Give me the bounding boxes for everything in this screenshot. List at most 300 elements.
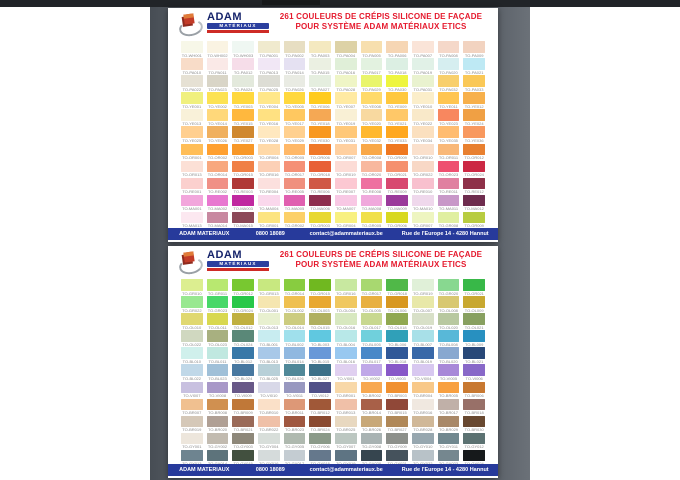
color-code-label: TO-VI004 (414, 375, 432, 381)
color-swatch (361, 195, 383, 207)
color-swatch-cell (232, 195, 254, 212)
color-code-label: TO-MA006 (310, 206, 330, 212)
footer-email[interactable]: contact@adammateriaux.be (309, 467, 383, 473)
title-line-1: 261 COULEURS DE CRÉPIS SILICONE DE FAÇADE (279, 12, 483, 21)
color-swatch-cell (438, 364, 460, 381)
color-swatch (284, 279, 306, 291)
color-swatch-cell (438, 382, 460, 399)
color-swatch (232, 41, 254, 53)
color-code-label: TO-YE035 (439, 137, 458, 143)
color-code-label: TO-BL012 (233, 358, 253, 364)
color-swatch-cell (412, 279, 434, 296)
color-code-label: TO-RE006 (310, 189, 330, 195)
color-swatch (386, 109, 408, 121)
color-code-label: TO-BR004 (413, 393, 433, 399)
color-swatch-cell (309, 347, 331, 364)
color-code-label: TO-OL024 (233, 341, 253, 347)
color-swatch (438, 313, 460, 325)
color-code-label: TO-OR017 (284, 172, 305, 178)
color-swatch-cell (207, 399, 229, 416)
color-swatch (463, 75, 485, 87)
color-swatch-cell (207, 92, 229, 109)
color-code-label: TO-BR012 (310, 410, 330, 416)
color-swatch (232, 126, 254, 138)
color-swatch-cell (463, 144, 485, 161)
color-swatch-cell (463, 347, 485, 364)
color-swatch-cell (258, 364, 280, 381)
color-swatch (386, 75, 408, 87)
brand-subtitle: MATÉRIAUX (207, 261, 269, 267)
color-swatch-cell (284, 109, 306, 126)
footer-phone: 0800 18089 (255, 231, 285, 237)
color-swatch (284, 126, 306, 138)
color-swatch-cell (309, 364, 331, 381)
color-swatch (232, 313, 254, 325)
color-swatch (335, 195, 357, 207)
color-swatch (207, 178, 229, 190)
color-swatch (438, 279, 460, 291)
color-code-label: TO-YE017 (285, 120, 304, 126)
color-swatch (386, 92, 408, 104)
color-code-label: TO-GY004 (259, 444, 279, 450)
color-code-label: TO-BL015 (310, 358, 330, 364)
color-swatch (361, 399, 383, 411)
color-swatch-cell (412, 212, 434, 229)
color-swatch-cell (335, 279, 357, 296)
color-swatch (361, 433, 383, 445)
color-swatch (386, 144, 408, 156)
color-swatch-cell (412, 416, 434, 433)
color-swatch-cell (284, 364, 306, 381)
color-swatch (335, 178, 357, 190)
color-code-label: TO-PA008 (439, 52, 458, 58)
color-swatch (232, 144, 254, 156)
color-code-label: TO-MA004 (259, 206, 279, 212)
color-swatch (335, 296, 357, 308)
color-swatch (386, 58, 408, 70)
color-code-label: TO-YE015 (233, 120, 253, 126)
color-swatch (258, 313, 280, 325)
adam-materiaux-logo (178, 250, 269, 272)
color-swatch-cell (309, 75, 331, 92)
color-swatch-cell (463, 161, 485, 178)
color-swatch (335, 75, 357, 87)
color-code-label: TO-YE033 (387, 137, 407, 143)
color-swatch-cell (335, 330, 357, 347)
color-code-label: TO-BR005 (438, 393, 459, 399)
color-swatch (438, 364, 460, 376)
color-code-label: TO-GR015 (310, 290, 330, 296)
color-swatch (181, 399, 203, 411)
color-swatch-cell (361, 382, 383, 399)
color-code-label: TO-YE032 (362, 137, 381, 143)
color-code-label: TO-MA013 (182, 223, 202, 229)
color-swatch-cell (284, 126, 306, 143)
color-code-label: TO-BR010 (259, 410, 279, 416)
color-swatch-cell (207, 364, 229, 381)
color-code-label: TO-GY008 (361, 444, 382, 450)
color-swatch (361, 296, 383, 308)
color-swatch-cell (335, 109, 357, 126)
color-swatch-cell (463, 433, 485, 450)
color-swatch-cell (284, 433, 306, 450)
color-swatch-cell (335, 433, 357, 450)
color-swatch-cell (284, 279, 306, 296)
color-code-label: TO-OL016 (336, 324, 356, 330)
color-swatch-cell (258, 433, 280, 450)
color-code-label: TO-WH003 (233, 52, 254, 58)
color-code-label: TO-GR004 (336, 223, 356, 229)
color-swatch (386, 330, 408, 342)
title-line-2: POUR SYSTÈME ADAM MATÉRIAUX ETICS (295, 260, 467, 269)
color-swatch (207, 433, 229, 445)
color-code-label: TO-RE004 (259, 189, 279, 195)
color-swatch-cell (438, 399, 460, 416)
color-code-label: TO-PA010 (182, 69, 202, 75)
color-swatch (309, 347, 331, 359)
color-code-label: TO-GR001 (259, 223, 279, 229)
color-swatch (412, 399, 434, 411)
color-swatch (309, 313, 331, 325)
color-swatch-cell (438, 195, 460, 212)
color-swatch (207, 126, 229, 138)
color-swatch-cell (361, 433, 383, 450)
document-title (268, 250, 494, 270)
color-code-label: TO-RE007 (336, 189, 356, 195)
color-code-label: TO-GR011 (207, 290, 228, 296)
color-swatch-cell (412, 296, 434, 313)
color-swatch (232, 416, 254, 428)
color-swatch (309, 364, 331, 376)
color-swatch-cell (309, 416, 331, 433)
color-swatch-cell (463, 58, 485, 75)
color-code-label: TO-OL004 (336, 307, 356, 313)
color-code-label: TO-YE012 (464, 103, 484, 109)
color-swatch-cell (386, 313, 408, 330)
color-swatch-cell (309, 399, 331, 416)
color-swatch-cell (309, 41, 331, 58)
color-swatch-cell (232, 313, 254, 330)
color-swatch-cell (361, 195, 383, 212)
color-code-label: TO-PA020 (439, 69, 458, 75)
color-swatch (207, 382, 229, 394)
color-swatch (412, 416, 434, 428)
page-header (168, 246, 498, 279)
color-code-label: TO-VI002 (362, 375, 381, 381)
color-swatch (361, 144, 383, 156)
color-swatch-cell (463, 382, 485, 399)
color-swatch-cell (207, 126, 229, 143)
color-swatch-cell (258, 212, 280, 229)
title-line-1: 261 COULEURS DE CRÉPIS SILICONE DE FAÇADE (279, 250, 483, 259)
color-swatch (412, 330, 434, 342)
color-code-label: TO-BL020 (439, 358, 458, 364)
color-swatch (232, 279, 254, 291)
viewer-top-bar (0, 0, 680, 7)
color-swatch-cell (438, 296, 460, 313)
color-code-label: TO-OL023 (208, 341, 227, 347)
color-code-label: TO-BL009 (464, 341, 484, 347)
color-code-label: TO-BL025 (259, 375, 279, 381)
color-code-label: TO-BR029 (438, 427, 459, 433)
color-code-label: TO-OR009 (387, 155, 407, 161)
color-swatch (309, 92, 331, 104)
color-swatch (258, 416, 280, 428)
color-swatch (438, 41, 460, 53)
color-swatch-cell (232, 58, 254, 75)
color-swatch-cell (335, 416, 357, 433)
color-code-label: TO-BL021 (464, 358, 484, 364)
color-code-label: TO-OR005 (284, 155, 305, 161)
color-code-label: TO-PA033 (464, 86, 484, 92)
color-swatch (258, 109, 280, 121)
color-swatch-cell (412, 399, 434, 416)
color-swatch (361, 382, 383, 394)
color-swatch (412, 75, 434, 87)
color-swatch-cell (335, 382, 357, 399)
color-code-label: TO-MA002 (207, 206, 228, 212)
color-swatch-cell (361, 75, 383, 92)
color-swatch (412, 347, 434, 359)
color-swatch-cell (309, 58, 331, 75)
color-swatch (284, 330, 306, 342)
color-swatch (361, 178, 383, 190)
color-code-label: TO-GR013 (259, 290, 279, 296)
color-code-label: TO-PA006 (387, 52, 407, 58)
color-swatch-cell (258, 41, 280, 58)
color-swatch (258, 296, 280, 308)
color-code-label: TO-OR019 (336, 172, 356, 178)
color-code-label: TO-OR003 (233, 155, 253, 161)
color-code-label: TO-BR017 (438, 410, 459, 416)
color-code-label: TO-YE008 (362, 103, 381, 109)
color-code-label: TO-YE025 (182, 137, 202, 143)
color-swatch-cell (309, 195, 331, 212)
color-code-label: TO-OR021 (387, 172, 407, 178)
color-swatch (207, 347, 229, 359)
color-swatch (463, 195, 485, 207)
color-swatch-cell (232, 330, 254, 347)
color-swatch-cell (463, 195, 485, 212)
color-swatch (207, 364, 229, 376)
color-swatch-cell (309, 126, 331, 143)
color-swatch (207, 296, 229, 308)
color-code-label: TO-YE016 (259, 120, 279, 126)
color-swatch-cell (361, 279, 383, 296)
color-swatch (438, 161, 460, 173)
color-swatch-cell (207, 382, 229, 399)
color-swatch-cell (463, 296, 485, 313)
color-swatch (386, 382, 408, 394)
color-swatch (412, 364, 434, 376)
color-swatch (438, 347, 460, 359)
color-code-label: TO-BR011 (285, 410, 304, 416)
pdf-viewer-panel[interactable] (150, 7, 530, 480)
color-swatch (284, 433, 306, 445)
color-swatch (284, 92, 306, 104)
color-swatch-cell (284, 41, 306, 58)
color-swatch-cell (207, 161, 229, 178)
color-swatch (232, 364, 254, 376)
color-swatch-cell (284, 347, 306, 364)
color-swatch-cell (335, 58, 357, 75)
color-swatch-cell (309, 296, 331, 313)
color-code-label: TO-OR018 (310, 172, 330, 178)
color-swatch-cell (284, 161, 306, 178)
color-swatch-cell (207, 313, 229, 330)
brand-red-bar (207, 268, 269, 271)
color-swatch (181, 58, 203, 70)
color-swatch (284, 450, 306, 462)
color-swatch (438, 144, 460, 156)
color-swatch-cell (207, 195, 229, 212)
color-swatch (232, 212, 254, 224)
color-code-label: TO-GY012 (464, 444, 484, 450)
color-code-label: TO-OL007 (413, 307, 433, 313)
color-code-label: TO-BL013 (259, 358, 279, 364)
color-swatch (386, 178, 408, 190)
color-swatch-cell (412, 109, 434, 126)
color-swatch-cell (361, 92, 383, 109)
color-swatch (284, 399, 306, 411)
color-swatch (438, 178, 460, 190)
color-swatch-cell (412, 41, 434, 58)
color-code-label: TO-OL002 (285, 307, 304, 313)
color-swatch-cell (258, 144, 280, 161)
color-swatch (284, 296, 306, 308)
color-swatch-cell (207, 144, 229, 161)
color-swatch-cell (438, 416, 460, 433)
color-swatch-cell (361, 313, 383, 330)
color-swatch-cell (284, 212, 306, 229)
color-code-label: TO-BR023 (284, 427, 305, 433)
color-code-label: TO-VI005 (439, 375, 458, 381)
footer-email[interactable]: contact@adammateriaux.be (309, 231, 383, 237)
color-code-label: TO-GR006 (387, 223, 407, 229)
color-swatch-cell (335, 313, 357, 330)
color-swatch (309, 161, 331, 173)
color-swatch-cell (207, 109, 229, 126)
color-swatch (438, 109, 460, 121)
color-swatch (412, 313, 434, 325)
color-code-label: TO-GY001 (182, 444, 202, 450)
color-swatch (181, 195, 203, 207)
color-swatch (361, 75, 383, 87)
color-code-label: TO-VI010 (260, 393, 278, 399)
color-code-label: TO-VI007 (183, 393, 201, 399)
color-code-label: TO-GY010 (413, 444, 433, 450)
color-swatch (258, 279, 280, 291)
adam-materiaux-logo (178, 12, 269, 34)
brick-shape (183, 13, 194, 24)
color-swatch (386, 433, 408, 445)
color-code-label: TO-OR014 (207, 172, 228, 178)
color-swatch-cell (284, 416, 306, 433)
color-code-label: TO-BR018 (464, 410, 484, 416)
color-swatch (258, 212, 280, 224)
color-swatch-cell (181, 382, 203, 399)
color-swatch (361, 450, 383, 462)
color-swatch (181, 161, 203, 173)
color-swatch (335, 416, 357, 428)
color-swatch-cell (284, 75, 306, 92)
color-code-label: TO-GR016 (336, 290, 356, 296)
color-code-label: TO-BL019 (413, 358, 433, 364)
color-swatch-cell (386, 382, 408, 399)
color-swatch-cell (207, 178, 229, 195)
color-swatch-cell (309, 161, 331, 178)
color-swatch (412, 41, 434, 53)
color-code-label: TO-VI009 (234, 393, 252, 399)
color-swatch-cell (335, 296, 357, 313)
color-swatch-cell (412, 75, 434, 92)
page-footer (168, 228, 498, 240)
color-swatch (207, 450, 229, 462)
color-swatch-cell (232, 399, 254, 416)
color-swatch (258, 347, 280, 359)
color-code-label: TO-MA003 (233, 206, 253, 212)
color-swatch-cell (412, 58, 434, 75)
color-swatch-cell (463, 75, 485, 92)
color-code-label: TO-OL012 (233, 324, 253, 330)
color-code-label: TO-BR009 (233, 410, 253, 416)
color-code-label: TO-PA021 (464, 69, 484, 75)
color-code-label: TO-PA019 (413, 69, 433, 75)
color-swatch (361, 313, 383, 325)
color-swatch (412, 279, 434, 291)
color-code-label: TO-GR002 (284, 223, 305, 229)
color-code-label: TO-BR025 (336, 427, 356, 433)
color-swatch (463, 92, 485, 104)
color-swatch (335, 109, 357, 121)
color-swatch (284, 364, 306, 376)
color-swatch (335, 313, 357, 325)
color-code-label: TO-BL008 (439, 341, 458, 347)
color-swatch-cell (438, 75, 460, 92)
color-swatch (181, 450, 203, 462)
color-swatch-cell (258, 58, 280, 75)
color-swatch-cell (258, 279, 280, 296)
color-code-label: TO-VI003 (388, 375, 406, 381)
color-swatch-cell (412, 144, 434, 161)
color-swatch (309, 399, 331, 411)
color-swatch-cell (181, 92, 203, 109)
color-swatch (463, 58, 485, 70)
color-swatch-cell (335, 364, 357, 381)
color-swatch (335, 126, 357, 138)
brand-name: ADAM (207, 11, 242, 23)
color-swatch-cell (232, 161, 254, 178)
color-swatch-cell (335, 399, 357, 416)
color-swatch (335, 144, 357, 156)
color-swatch-cell (309, 382, 331, 399)
color-swatch-cell (258, 296, 280, 313)
color-code-label: TO-BR014 (361, 410, 382, 416)
color-swatch (309, 41, 331, 53)
color-swatch (232, 58, 254, 70)
color-code-label: TO-OL019 (413, 324, 433, 330)
color-swatch (412, 296, 434, 308)
color-swatch (361, 126, 383, 138)
page-footer (168, 464, 498, 476)
color-swatch (386, 364, 408, 376)
brick-shape (183, 251, 194, 262)
color-swatch (386, 195, 408, 207)
color-code-label: TO-BR028 (413, 427, 433, 433)
color-swatch (335, 347, 357, 359)
color-code-label: TO-OL008 (439, 307, 458, 313)
color-swatch (463, 313, 485, 325)
